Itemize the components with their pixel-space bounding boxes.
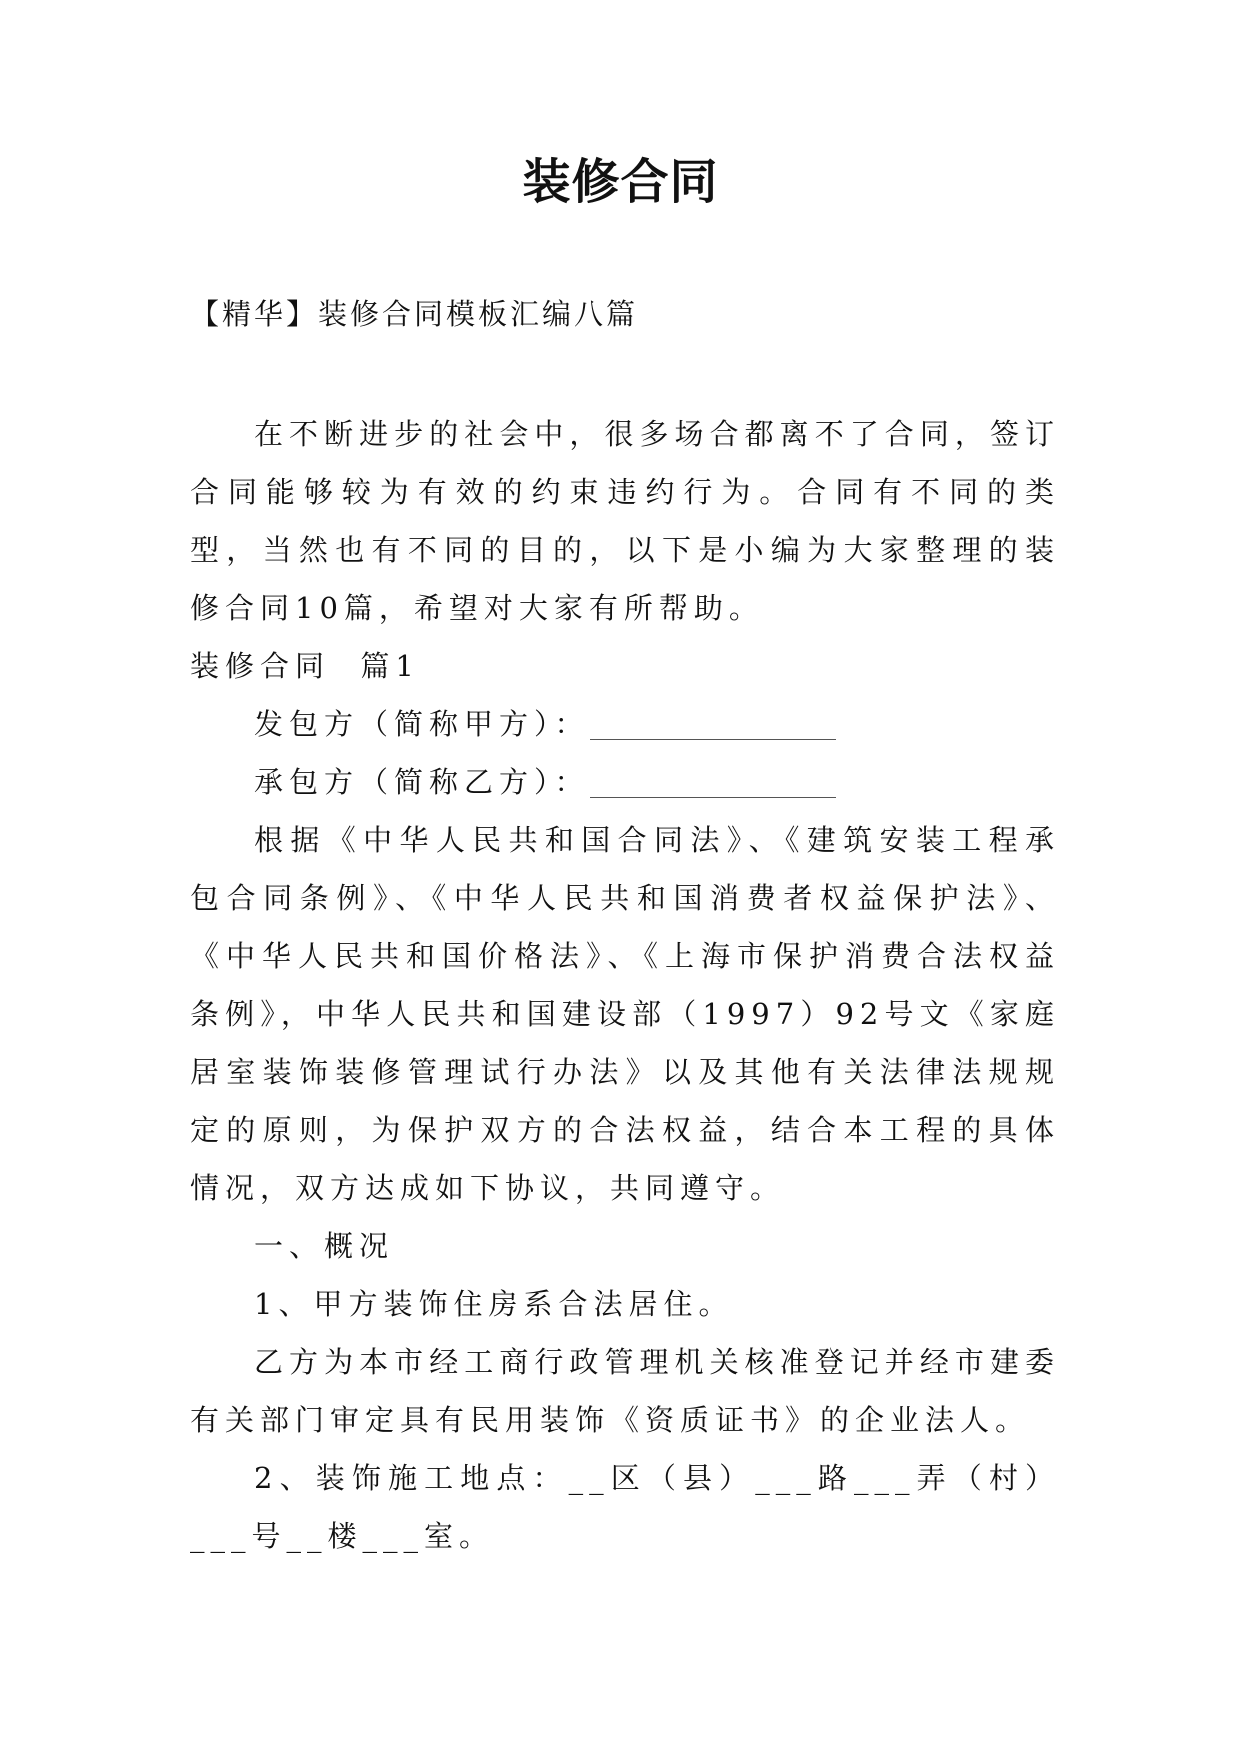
- party-a-line: [190, 695, 1060, 753]
- party-a-blank: [590, 709, 836, 740]
- document-subtitle: 【精华】装修合同模板汇编八篇: [190, 297, 639, 331]
- party-a-label: 发包方（简称甲方）：: [254, 707, 590, 741]
- item-1-detail: 乙方为本市经工商行政管理机关核准登记并经市建委有关部门审定具有民用装饰《资质证书》的企业法人。: [190, 1345, 1060, 1437]
- item-2: 2、装饰施工地点：__区（县）___路___弄（村）___号__楼___室。: [190, 1461, 1060, 1553]
- party-b-line: [190, 753, 1060, 811]
- party-b-blank: [590, 767, 836, 798]
- document-body: [190, 405, 1060, 1565]
- party-b-label: 承包方（简称乙方）：: [254, 765, 590, 799]
- document-title: 装修合同: [522, 154, 719, 210]
- item-1: 1、甲方装饰住房系合法居住。: [254, 1287, 734, 1321]
- intro-paragraph: 在不断进步的社会中，很多场合都离不了合同，签订合同能够较为有效的约束违约行为。合同有不同的类型，当然也有不同的目的，以下是小编为大家整理的装修合同10篇，希望对大家有所帮助。: [190, 417, 1060, 625]
- section-heading: 装修合同 篇1: [190, 649, 420, 683]
- overview-heading: 一、概况: [254, 1229, 395, 1263]
- basis-paragraph: 根据《中华人民共和国合同法》、《建筑安装工程承包合同条例》、《中华人民共和国消费者权益保护法》、《中华人民共和国价格法》、《上海市保护消费合法权益条例》，中华人民共和国建设部（1997）92号文《家庭居室装饰装修管理试行办法》以及其他有关法律法规规定的原则，为保护双方的合法权益，结合本工程的具体情况，双方达成如下协议，共同遵守。: [190, 823, 1060, 1205]
